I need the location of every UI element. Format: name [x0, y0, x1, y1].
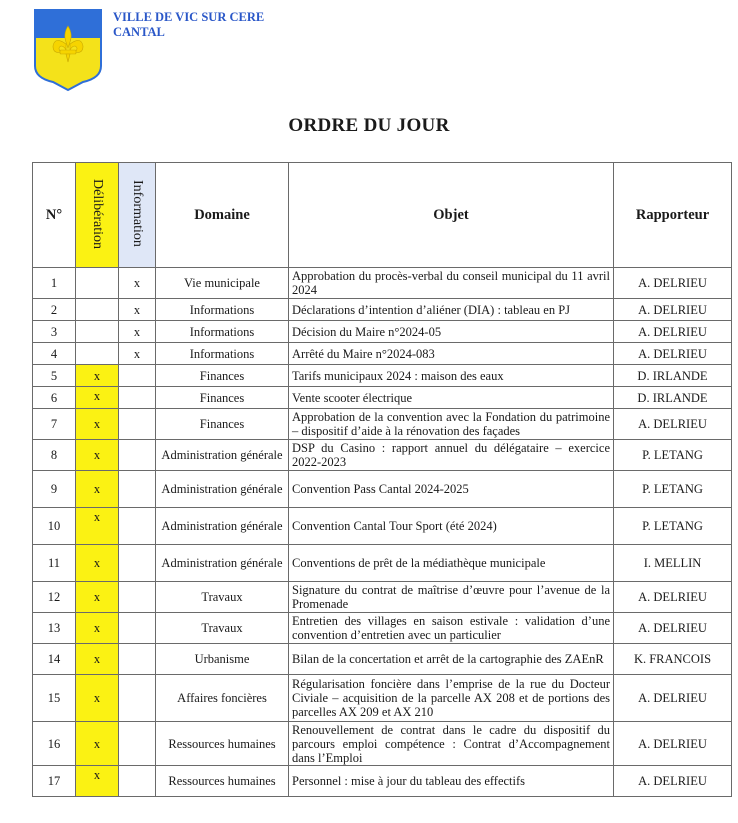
row-objet: Renouvellement de contrat dans le cadre du dispositif du parcours emploi compétence : Contrat d’Accompagnement dans l’Emploi [289, 722, 614, 766]
row-objet: Approbation du procès-verbal du conseil municipal du 11 avril 2024 [289, 268, 614, 299]
row-deliberation-mark [76, 268, 119, 299]
agenda-body [33, 268, 732, 797]
fleur-de-lis-crest-icon [33, 8, 103, 92]
row-number: 2 [33, 299, 76, 321]
row-domaine: Vie municipale [156, 268, 289, 299]
row-number: 16 [33, 722, 76, 766]
row-rapporteur: A. DELRIEU [614, 268, 732, 299]
row-rapporteur: A. DELRIEU [614, 613, 732, 644]
row-rapporteur: D. IRLANDE [614, 365, 732, 387]
row-deliberation-mark: x [76, 675, 119, 722]
table-row [33, 299, 732, 321]
row-number: 12 [33, 582, 76, 613]
table-row [33, 613, 732, 644]
table-row [33, 508, 732, 545]
row-domaine: Finances [156, 409, 289, 440]
header-domaine: Domaine [156, 163, 289, 268]
header-information [119, 163, 156, 268]
row-information-mark [119, 545, 156, 582]
row-rapporteur: A. DELRIEU [614, 766, 732, 797]
table-row [33, 321, 732, 343]
row-domaine: Finances [156, 365, 289, 387]
row-information-mark [119, 365, 156, 387]
table-row [33, 582, 732, 613]
row-information-mark [119, 722, 156, 766]
row-information-mark [119, 644, 156, 675]
row-number: 3 [33, 321, 76, 343]
row-rapporteur: P. LETANG [614, 440, 732, 471]
header-rapporteur: Rapporteur [614, 163, 732, 268]
table-row [33, 675, 732, 722]
row-information-mark [119, 613, 156, 644]
row-deliberation-mark: x [76, 545, 119, 582]
row-objet: Tarifs municipaux 2024 : maison des eaux [289, 365, 614, 387]
row-number: 4 [33, 343, 76, 365]
row-deliberation-mark: x [76, 440, 119, 471]
row-deliberation-mark: x [76, 409, 119, 440]
table-row [33, 722, 732, 766]
row-number: 1 [33, 268, 76, 299]
row-objet: Approbation de la convention avec la Fondation du patrimoine – dispositif d’aide à la rénovation des façades [289, 409, 614, 440]
header-deliberation-label: Délibération [90, 178, 105, 249]
table-row [33, 471, 732, 508]
row-deliberation-mark: x [76, 365, 119, 387]
table-row [33, 440, 732, 471]
row-rapporteur: A. DELRIEU [614, 722, 732, 766]
row-domaine: Travaux [156, 582, 289, 613]
table-row [33, 387, 732, 409]
row-rapporteur: P. LETANG [614, 508, 732, 545]
town-name: VILLE DE VIC SUR CERE [113, 10, 265, 24]
header-deliberation [76, 163, 119, 268]
table-row [33, 343, 732, 365]
row-domaine: Ressources humaines [156, 722, 289, 766]
row-information-mark [119, 675, 156, 722]
row-rapporteur: P. LETANG [614, 471, 732, 508]
row-information-mark [119, 409, 156, 440]
table-row [33, 268, 732, 299]
row-deliberation-mark: x [76, 582, 119, 613]
row-information-mark: x [119, 343, 156, 365]
table-row [33, 365, 732, 387]
row-rapporteur: A. DELRIEU [614, 675, 732, 722]
row-objet: Décision du Maire n°2024-05 [289, 321, 614, 343]
row-number: 7 [33, 409, 76, 440]
row-information-mark [119, 387, 156, 409]
row-objet: Régularisation foncière dans l’emprise de la rue du Docteur Civiale – acquisition de la parcelle AX 208 et de portions des parcelles AX 209 et AX 210 [289, 675, 614, 722]
row-rapporteur: A. DELRIEU [614, 409, 732, 440]
row-information-mark [119, 508, 156, 545]
row-domaine: Affaires foncières [156, 675, 289, 722]
row-rapporteur: K. FRANCOIS [614, 644, 732, 675]
row-objet: Bilan de la concertation et arrêt de la cartographie des ZAEnR [289, 644, 614, 675]
table-header-row [33, 163, 732, 268]
town-header [113, 10, 264, 40]
row-domaine: Urbanisme [156, 644, 289, 675]
row-domaine: Administration générale [156, 508, 289, 545]
row-domaine: Finances [156, 387, 289, 409]
header-number: N° [33, 163, 76, 268]
row-rapporteur: A. DELRIEU [614, 343, 732, 365]
row-deliberation-mark: x [76, 722, 119, 766]
row-objet: Vente scooter électrique [289, 387, 614, 409]
row-objet: DSP du Casino : rapport annuel du délégataire – exercice 2022-2023 [289, 440, 614, 471]
row-number: 6 [33, 387, 76, 409]
table-row [33, 644, 732, 675]
row-domaine: Administration générale [156, 545, 289, 582]
row-number: 5 [33, 365, 76, 387]
row-domaine: Informations [156, 321, 289, 343]
table-row [33, 545, 732, 582]
row-information-mark: x [119, 299, 156, 321]
row-objet: Entretien des villages en saison estivale : validation d’une convention d’entretien avec un particulier [289, 613, 614, 644]
row-objet: Convention Cantal Tour Sport (été 2024) [289, 508, 614, 545]
row-number: 13 [33, 613, 76, 644]
row-information-mark [119, 582, 156, 613]
row-objet: Signature du contrat de maîtrise d’œuvre pour l’avenue de la Promenade [289, 582, 614, 613]
row-domaine: Administration générale [156, 440, 289, 471]
page-title: ORDRE DU JOUR [288, 115, 450, 136]
row-information-mark: x [119, 268, 156, 299]
row-deliberation-mark: x [76, 471, 119, 508]
header-objet: Objet [289, 163, 614, 268]
row-objet: Déclarations d’intention d’aliéner (DIA) : tableau en PJ [289, 299, 614, 321]
row-number: 9 [33, 471, 76, 508]
row-rapporteur: A. DELRIEU [614, 321, 732, 343]
row-deliberation-mark: x [76, 766, 119, 797]
department-name: CANTAL [113, 25, 165, 39]
row-deliberation-mark: x [76, 508, 119, 545]
row-objet: Convention Pass Cantal 2024-2025 [289, 471, 614, 508]
row-number: 10 [33, 508, 76, 545]
row-deliberation-mark [76, 321, 119, 343]
row-number: 15 [33, 675, 76, 722]
row-deliberation-mark: x [76, 644, 119, 675]
row-rapporteur: D. IRLANDE [614, 387, 732, 409]
row-rapporteur: I. MELLIN [614, 545, 732, 582]
row-objet: Arrêté du Maire n°2024-083 [289, 343, 614, 365]
row-number: 11 [33, 545, 76, 582]
row-domaine: Administration générale [156, 471, 289, 508]
table-row [33, 766, 732, 797]
row-rapporteur: A. DELRIEU [614, 582, 732, 613]
row-domaine: Ressources humaines [156, 766, 289, 797]
row-domaine: Informations [156, 299, 289, 321]
header-information-label: Information [130, 180, 145, 247]
row-domaine: Informations [156, 343, 289, 365]
row-number: 17 [33, 766, 76, 797]
row-deliberation-mark [76, 343, 119, 365]
row-number: 8 [33, 440, 76, 471]
row-number: 14 [33, 644, 76, 675]
row-deliberation-mark: x [76, 387, 119, 409]
row-domaine: Travaux [156, 613, 289, 644]
row-objet: Conventions de prêt de la médiathèque municipale [289, 545, 614, 582]
agenda-table [32, 162, 732, 797]
row-deliberation-mark [76, 299, 119, 321]
row-information-mark [119, 471, 156, 508]
row-information-mark: x [119, 321, 156, 343]
row-rapporteur: A. DELRIEU [614, 299, 732, 321]
row-information-mark [119, 440, 156, 471]
row-deliberation-mark: x [76, 613, 119, 644]
row-information-mark [119, 766, 156, 797]
table-row [33, 409, 732, 440]
row-objet: Personnel : mise à jour du tableau des effectifs [289, 766, 614, 797]
